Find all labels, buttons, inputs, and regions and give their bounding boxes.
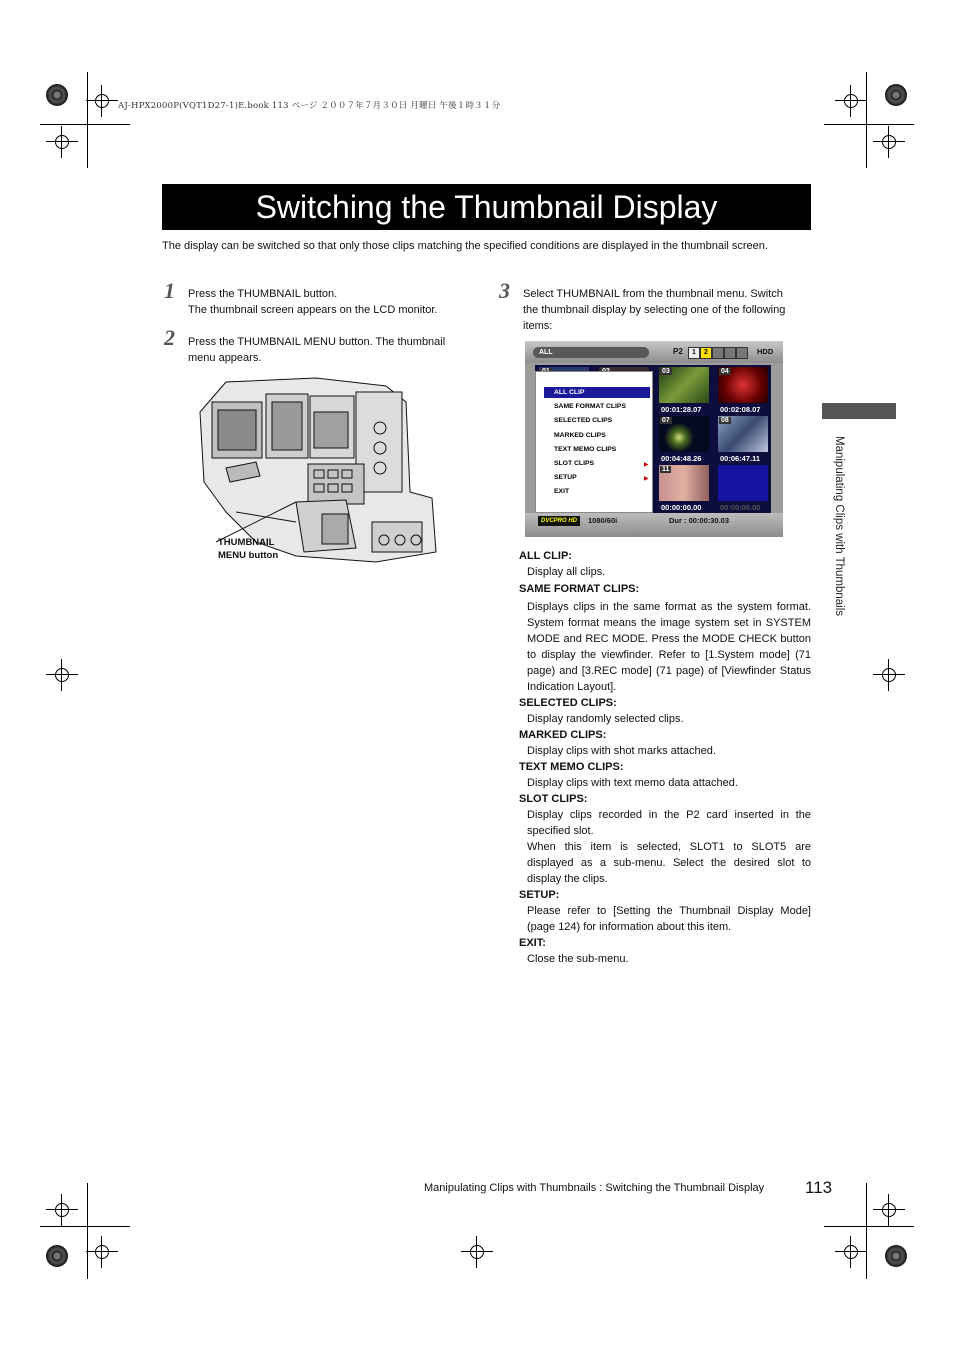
screen-top-bar	[525, 341, 783, 363]
item-desc-selected: Display randomly selected clips.	[527, 713, 684, 725]
thumbnail-menu-button-label	[218, 536, 278, 562]
step-1-text	[188, 286, 488, 318]
screen-bottom-bar	[525, 513, 783, 537]
camera-label-line-2: MENU button	[218, 550, 279, 561]
thumbnail-07[interactable]	[659, 416, 709, 452]
step-3-line-3: items:	[523, 320, 553, 332]
slot-5-indicator	[736, 347, 748, 359]
thumbnail-timecode: 00:00:00.00	[661, 503, 702, 512]
step-2-number: 2	[164, 325, 175, 350]
thumbnail-04[interactable]	[718, 367, 768, 403]
chapter-side-tab	[822, 403, 896, 419]
item-term-marked: MARKED CLIPS:	[519, 729, 607, 741]
menu-item-text-memo-clips[interactable]: TEXT MEMO CLIPS	[554, 446, 617, 453]
step-3-line-1: Select THUMBNAIL from the thumbnail menu. Switch	[523, 288, 783, 300]
camera-label-line-1: THUMBNAIL	[218, 537, 275, 548]
menu-item-selected-clips[interactable]: SELECTED CLIPS	[554, 417, 613, 424]
step-3-text	[523, 286, 813, 334]
thumbnail-number: 07	[662, 417, 670, 424]
item-desc-slot-2: When this item is selected, SLOT1 to SLOT5 are displayed as a sub-menu. Select the desired slot to display the clips.	[527, 841, 811, 885]
step-2-line-1: Press the THUMBNAIL MENU button. The thumbnail	[188, 336, 446, 348]
thumbnail-timecode: 00:06:47.11	[720, 454, 761, 463]
item-desc-setup: Please refer to [Setting the Thumbnail Display Mode] (page 124) for information about this item.	[527, 905, 811, 933]
menu-item-exit[interactable]: EXIT	[554, 488, 570, 495]
menu-item-slot-clips[interactable]: SLOT CLIPS	[554, 460, 595, 467]
step-3-number: 3	[499, 278, 510, 303]
format-readout: 1080/60i	[588, 516, 618, 525]
page-number: 113	[805, 1178, 833, 1197]
thumbnail-timecode: 00:04:48.26	[661, 454, 702, 463]
hdd-label: HDD	[757, 347, 774, 356]
thumbnail-empty[interactable]	[718, 465, 768, 501]
intro-paragraph: The display can be switched so that only those clips matching the specified conditions are displayed in the thumbnail screen.	[162, 240, 768, 252]
thumbnail-timecode-dim: 00:00:00.00	[720, 503, 761, 512]
step-2-text	[188, 334, 488, 366]
slot-2-indicator: 2	[700, 347, 712, 359]
item-term-setup: SETUP:	[519, 889, 560, 901]
duration-readout: Dur : 00:00:30.03	[669, 516, 730, 525]
item-desc-all-clip: Display all clips.	[527, 566, 606, 578]
menu-item-setup[interactable]: SETUP	[554, 474, 577, 481]
thumbnail-number: 03	[662, 368, 670, 375]
step-1-line-1: Press the THUMBNAIL button.	[188, 288, 338, 300]
thumbnail-number: 11	[662, 466, 670, 473]
menu-item-same-format-clips[interactable]: SAME FORMAT CLIPS	[554, 403, 626, 410]
slot-3-indicator	[712, 347, 724, 359]
chapter-side-label: Manipulating Clips with Thumbnails	[833, 436, 845, 617]
page-title: Switching the Thumbnail Display	[255, 189, 718, 225]
step-1-number: 1	[164, 278, 175, 303]
menu-item-marked-clips[interactable]: MARKED CLIPS	[554, 432, 606, 439]
thumbnail-11[interactable]	[659, 465, 709, 501]
thumbnail-menu	[535, 371, 653, 513]
thumbnail-grid	[535, 365, 771, 513]
thumbnail-08[interactable]	[718, 416, 768, 452]
thumbnail-timecode: 00:02:08.07	[720, 405, 761, 414]
submenu-arrow-icon: ▶	[644, 462, 649, 468]
filter-indicator: ALL	[533, 347, 649, 358]
running-footer: Manipulating Clips with Thumbnails : Switching the Thumbnail Display	[424, 1182, 765, 1194]
submenu-arrow-icon: ▶	[644, 476, 649, 482]
file-header-note: AJ-HPX2000P(VQT1D27-1)E.book 113 ページ ２００７年７月３０日 月曜日 午後１時３１分	[118, 101, 501, 111]
thumbnail-03[interactable]	[659, 367, 709, 403]
item-term-same-format: SAME FORMAT CLIPS:	[519, 583, 640, 595]
item-desc-marked: Display clips with shot marks attached.	[527, 745, 716, 757]
item-desc-same-format: Displays clips in the same format as the system format. System format means the image system set in SYSTEM MODE and REC MODE. Press the MODE CHECK button to display the viewfinder. Refer to [1.System mode] (71 page) and [3.REC mode] (71 page) of [Viewfinder Status Indication Layout].	[527, 601, 811, 693]
thumbnail-number: 08	[721, 417, 729, 424]
p2-label: P2	[673, 347, 683, 356]
title-bar	[162, 184, 811, 230]
step-3-line-2: the thumbnail display by selecting one of the following	[523, 304, 786, 316]
item-term-all-clip: ALL CLIP:	[519, 550, 572, 562]
item-desc-slot-1: Display clips recorded in the P2 card inserted in the specified slot.	[527, 809, 811, 837]
item-term-exit: EXIT:	[519, 937, 546, 949]
menu-item-descriptions	[519, 548, 811, 967]
dvcpro-hd-badge: DVCPRO HD	[538, 516, 580, 526]
step-2-line-2: menu appears.	[188, 352, 262, 364]
item-term-text-memo: TEXT MEMO CLIPS:	[519, 761, 624, 773]
item-term-slot: SLOT CLIPS:	[519, 793, 588, 805]
thumbnail-screen	[525, 341, 783, 537]
thumbnail-number: 04	[721, 368, 729, 375]
item-desc-exit: Close the sub-menu.	[527, 953, 629, 965]
item-term-selected: SELECTED CLIPS:	[519, 697, 617, 709]
slot-1-indicator: 1	[688, 347, 700, 359]
item-desc-text-memo: Display clips with text memo data attached.	[527, 777, 738, 789]
thumbnail-timecode: 00:01:28.07	[661, 405, 702, 414]
slot-4-indicator	[724, 347, 736, 359]
step-1-line-2: The thumbnail screen appears on the LCD monitor.	[188, 304, 438, 316]
menu-item-all-clip[interactable]: ALL CLIP	[554, 389, 585, 396]
